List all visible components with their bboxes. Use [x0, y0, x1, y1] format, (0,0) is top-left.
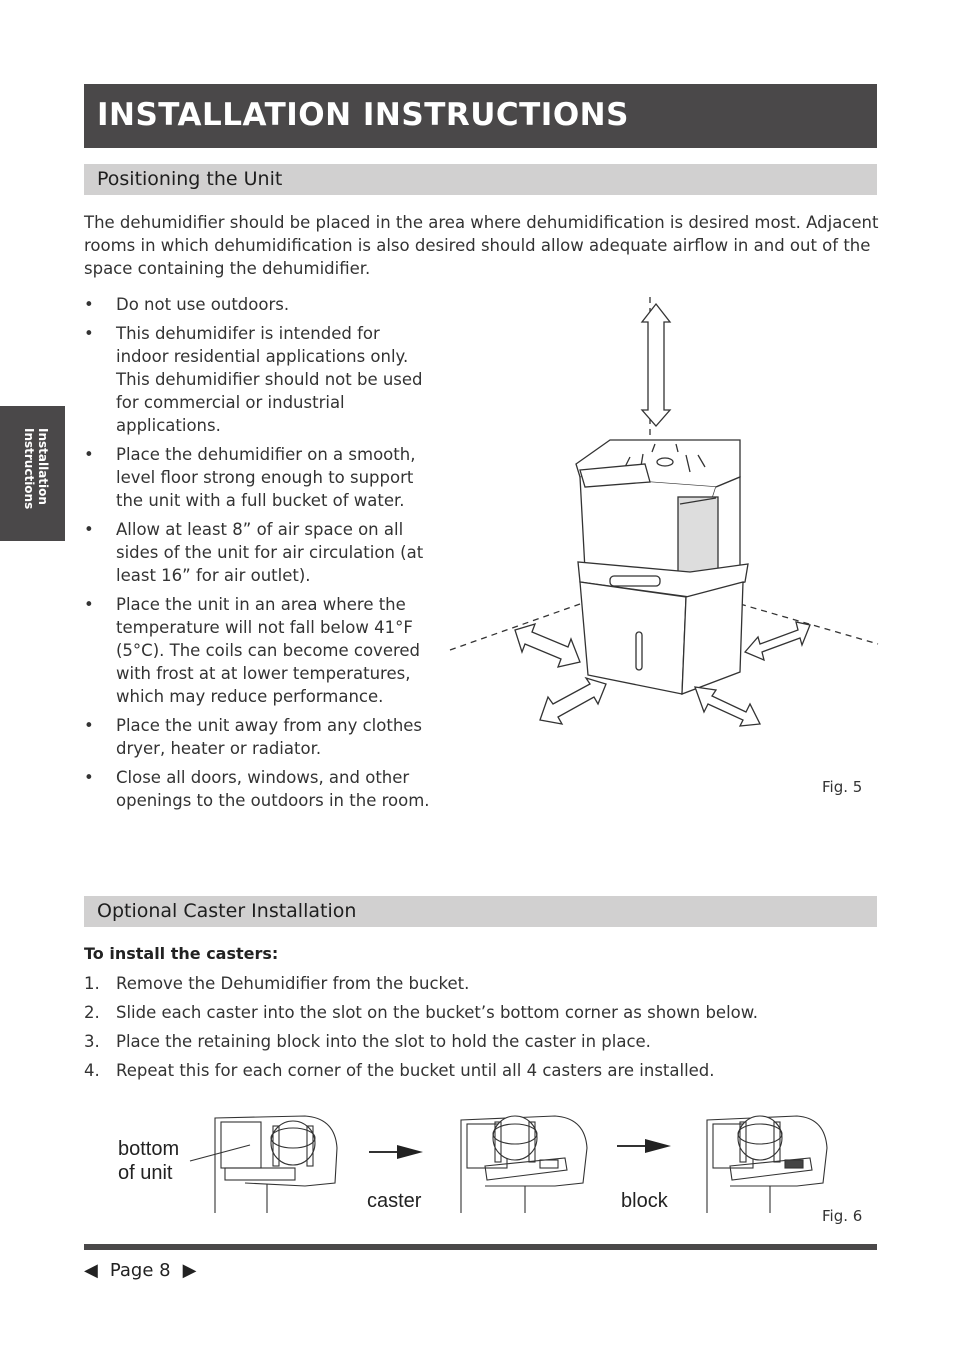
- bullet-dot: •: [84, 295, 94, 314]
- caption-bottom-of-unit: [118, 1137, 179, 1185]
- caption-block: block: [621, 1190, 668, 1212]
- bullet-text: This dehumidifer is intended for indoor residential applications only. This dehumidifier should not be used for commercial or industrial applications.: [116, 324, 423, 435]
- bullet-dot: •: [84, 595, 94, 614]
- list-item: [84, 1030, 884, 1053]
- section-title-casters: Optional Caster Installation: [97, 900, 357, 922]
- casters-subheading: To install the casters:: [84, 944, 279, 963]
- positioning-bullet-list: [84, 293, 434, 818]
- bullet-text: Place the unit away from any clothes dryer, heater or radiator.: [116, 716, 423, 758]
- bullet-dot: •: [84, 445, 94, 464]
- intro-paragraph: The dehumidifier should be placed in the area where dehumidification is desired most. Adjacent rooms in which dehumidification is also desired should allow adequate airflow in and out of the space containing the dehumidifier.: [84, 213, 879, 278]
- side-tab-line2: Instructions: [22, 428, 36, 510]
- step-number: 2.: [84, 1003, 100, 1022]
- list-item: [84, 293, 434, 316]
- caption-bottom-line2: of unit: [118, 1162, 173, 1184]
- bullet-text: Place the unit in an area where the temperature will not fall below 41°F (5°C). The coils can become covered with frost at at lower temperatures, which may reduce performance.: [116, 595, 421, 706]
- side-tab-label: [14, 428, 50, 509]
- page-number: Page 8: [109, 1259, 171, 1281]
- section-title-positioning: Positioning the Unit: [97, 168, 283, 190]
- previous-page-icon[interactable]: ◀: [84, 1259, 98, 1281]
- list-item: [84, 593, 434, 708]
- page-navigation: [84, 1258, 196, 1282]
- casters-step-list: [84, 972, 884, 1088]
- caption-caster: caster: [367, 1190, 422, 1212]
- step-text: Remove the Dehumidifier from the bucket.: [116, 974, 470, 993]
- bullet-dot: •: [84, 520, 94, 539]
- bullet-dot: •: [84, 716, 94, 735]
- caption-bottom-line1: bottom: [118, 1138, 180, 1160]
- step-number: 3.: [84, 1032, 100, 1051]
- section-header-casters: [84, 896, 877, 927]
- figure-5-label: Fig. 5: [822, 778, 863, 796]
- section-header-positioning: [84, 164, 877, 195]
- page-title: INSTALLATION INSTRUCTIONS: [97, 97, 629, 133]
- bullet-text: Close all doors, windows, and other openings to the outdoors in the room.: [116, 768, 430, 810]
- bullet-text: Place the dehumidifier on a smooth, level floor strong enough to support the unit with a full bucket of water.: [116, 445, 416, 510]
- step-text: Slide each caster into the slot on the bucket’s bottom corner as shown below.: [116, 1003, 758, 1022]
- bullet-dot: •: [84, 324, 94, 343]
- bullet-text: Do not use outdoors.: [116, 295, 290, 314]
- list-item: [84, 518, 434, 587]
- list-item: [84, 443, 434, 512]
- step-text: Place the retaining block into the slot to hold the caster in place.: [116, 1032, 651, 1051]
- list-item: [84, 972, 884, 995]
- footer-rule: [84, 1244, 877, 1250]
- step-text: Repeat this for each corner of the bucket until all 4 casters are installed.: [116, 1061, 715, 1080]
- side-tab-line1: Installation: [36, 428, 50, 505]
- bullet-dot: •: [84, 768, 94, 787]
- list-item: [84, 322, 434, 437]
- list-item: [84, 1059, 884, 1082]
- list-item: [84, 766, 434, 812]
- dehumidifier-clearance-illustration: [440, 292, 890, 732]
- caster-installation-illustration: [185, 1108, 835, 1218]
- title-bar: [84, 84, 877, 148]
- side-tab[interactable]: [0, 406, 65, 541]
- next-page-icon[interactable]: ▶: [182, 1259, 197, 1281]
- step-number: 1.: [84, 974, 100, 993]
- bullet-text: Allow at least 8” of air space on all sides of the unit for air circulation (at least 16” for air outlet).: [116, 520, 424, 585]
- figure-6-label: Fig. 6: [822, 1207, 863, 1225]
- list-item: [84, 1001, 884, 1024]
- list-item: [84, 714, 434, 760]
- step-number: 4.: [84, 1061, 100, 1080]
